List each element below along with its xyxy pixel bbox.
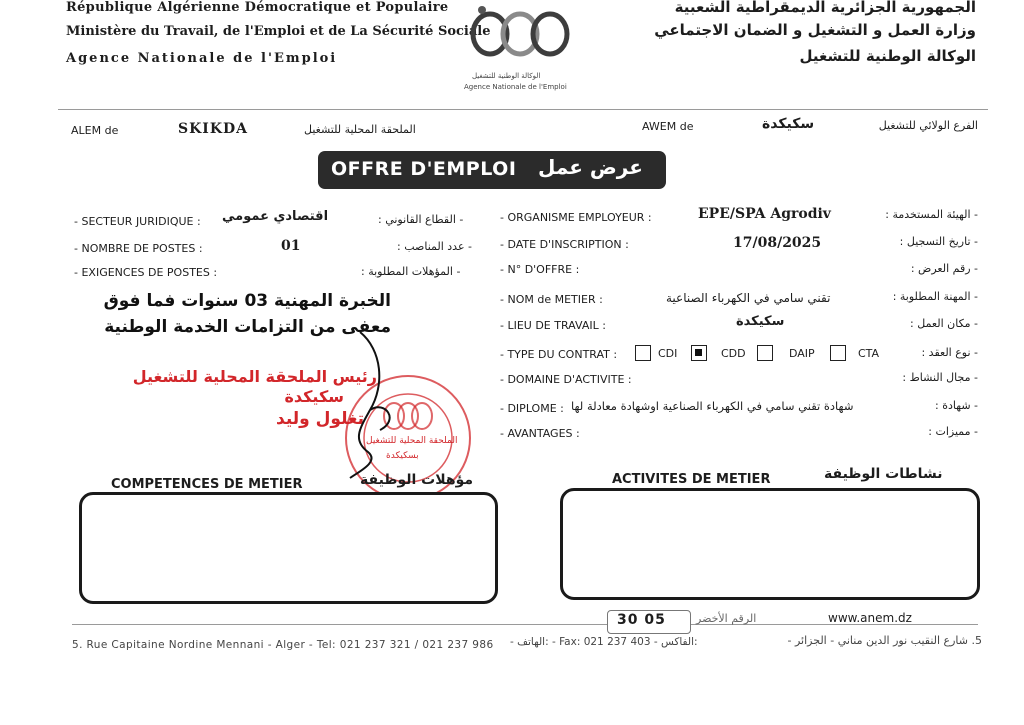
header-fr-line2: Ministère du Travail, de l'Emploi et de La Sécurité Sociale: [66, 24, 491, 39]
job-label-ar: - المهنة المطلوبة :: [892, 290, 978, 303]
title-ar: عرض عمل: [538, 155, 643, 179]
domain-label: - DOMAINE D'ACTIVITE :: [500, 373, 632, 386]
contract-cta-label: CTA: [858, 347, 880, 360]
contract-cdd-label: CDD: [721, 347, 746, 360]
offer-number-label-ar: - رقم العرض :: [910, 262, 978, 275]
stamp-title-line2: سكيكدة: [284, 387, 344, 406]
requirements-label-ar: - المؤهلات المطلوبة :: [361, 265, 461, 278]
diploma-label: - DIPLOME :: [500, 402, 564, 415]
benefits-label: - AVANTAGES :: [500, 427, 580, 440]
header-ar-line3: الوكالة الوطنية للتشغيل: [799, 47, 976, 65]
alem-label-ar: الملحقة المحلية للتشغيل: [304, 123, 416, 136]
address-ar: 5. شارع النقيب نور الدين مناني - الجزائر -: [787, 634, 982, 647]
place-value: سكيكدة: [736, 314, 785, 329]
place-label-ar: - مكان العمل :: [910, 317, 978, 330]
contract-cdi-checkbox[interactable]: [635, 345, 651, 361]
offer-number-label: - N° D'OFFRE :: [500, 263, 580, 276]
awem-label: AWEM de: [642, 120, 694, 133]
green-number-label-ar: الرقم الأخضر: [696, 612, 757, 625]
diploma-value: شهادة تقني سامي في الكهرباء الصناعية اوشهادة معادلة لها: [571, 399, 854, 413]
stamp-name: تغلول وليد: [276, 409, 364, 429]
address-fr: 5. Rue Capitaine Nordine Mennani - Alger - Tel: 021 237 321 / 021 237 986: [72, 639, 494, 651]
title-fr: OFFRE D'EMPLOI: [331, 158, 517, 180]
date-label-ar: - تاريخ التسجيل :: [899, 235, 978, 248]
green-number: 30 05: [617, 612, 666, 628]
anem-logo-icon: [460, 0, 580, 72]
date-value: 17/08/2025: [733, 235, 822, 251]
date-label: - DATE D'INSCRIPTION :: [500, 238, 629, 251]
activities-title-fr: ACTIVITES DE METIER: [612, 472, 771, 487]
signature: [330, 330, 410, 480]
requirements-label: - EXIGENCES DE POSTES :: [74, 266, 218, 279]
signature-icon: [330, 330, 410, 480]
contract-daip-checkbox[interactable]: [757, 345, 773, 361]
requirements-line1: الخبرة المهنية 03 سنوات فما فوق: [103, 291, 391, 311]
header-ar-line1: الجمهورية الجزائرية الديمقراطية الشعبية: [674, 0, 976, 16]
header-ar-line2: وزارة العمل و التشغيل و الضمان الاجتماعي: [654, 21, 976, 39]
employer-label-ar: - الهيئة المستخدمة :: [885, 208, 978, 221]
phone-ar: - الهاتف: - Fax: 021 237 403 - الفاكس:: [510, 636, 698, 648]
seal-line2: بسكيكدة: [386, 451, 419, 461]
seal-line1: الملحقة المحلية للتشغيل: [366, 436, 458, 446]
awem-label-ar: الفرع الولائي للتشغيل: [878, 119, 978, 132]
contract-label: - TYPE DU CONTRAT :: [500, 348, 618, 361]
diploma-label-ar: - شهادة :: [935, 399, 978, 412]
employer-value: EPE/SPA Agrodiv: [698, 206, 831, 222]
contract-cta-checkbox[interactable]: [830, 345, 846, 361]
skills-box[interactable]: [79, 492, 498, 604]
alem-label: ALEM de: [71, 124, 119, 137]
job-label: - NOM de METIER :: [500, 293, 603, 306]
posts-label-ar: - عدد المناصب :: [397, 240, 472, 253]
contract-label-ar: - نوع العقد :: [921, 346, 978, 359]
contract-cdd-checkbox[interactable]: [691, 345, 707, 361]
benefits-label-ar: - مميزات :: [928, 425, 978, 438]
logo-caption-fr: Agence Nationale de l'Emploi: [464, 83, 567, 91]
posts-label: - NOMBRE DE POSTES :: [74, 242, 203, 255]
skills-title-ar: مؤهلات الوظيفة: [360, 472, 474, 488]
sector-value: اقتصادي عمومي: [222, 209, 329, 224]
anem-logo: [460, 0, 580, 72]
job-value: تقني سامي في الكهرباء الصناعية: [666, 291, 831, 305]
alem-value: SKIKDA: [178, 121, 248, 137]
website[interactable]: www.anem.dz: [828, 611, 912, 625]
place-label: - LIEU DE TRAVAIL :: [500, 319, 606, 332]
sector-label-ar: - القطاع القانوني :: [378, 213, 464, 226]
header-fr-line3: Agence Nationale de l'Emploi: [66, 51, 338, 66]
requirements-line2: معفى من التزامات الخدمة الوطنية: [104, 317, 391, 337]
domain-label-ar: - مجال النشاط :: [902, 371, 978, 384]
skills-title-fr: COMPETENCES DE METIER: [111, 477, 303, 492]
stamp-title-line1: رئيس الملحقة المحلية للتشغيل: [132, 367, 377, 386]
contract-daip-label: DAIP: [789, 347, 815, 360]
employer-label: - ORGANISME EMPLOYEUR :: [500, 211, 652, 224]
awem-value: سكيكدة: [762, 116, 815, 132]
activities-title-ar: نشاطات الوظيفة: [824, 466, 943, 482]
contract-cdi-label: CDI: [658, 347, 678, 360]
logo-caption-ar: الوكالة الوطنية للتشغيل: [472, 72, 541, 80]
header-fr-line1: République Algérienne Démocratique et Populaire: [66, 0, 449, 15]
posts-value: 01: [281, 238, 301, 254]
activities-box[interactable]: [560, 488, 980, 600]
sector-label: - SECTEUR JURIDIQUE :: [74, 215, 201, 228]
header-divider: [58, 109, 988, 110]
